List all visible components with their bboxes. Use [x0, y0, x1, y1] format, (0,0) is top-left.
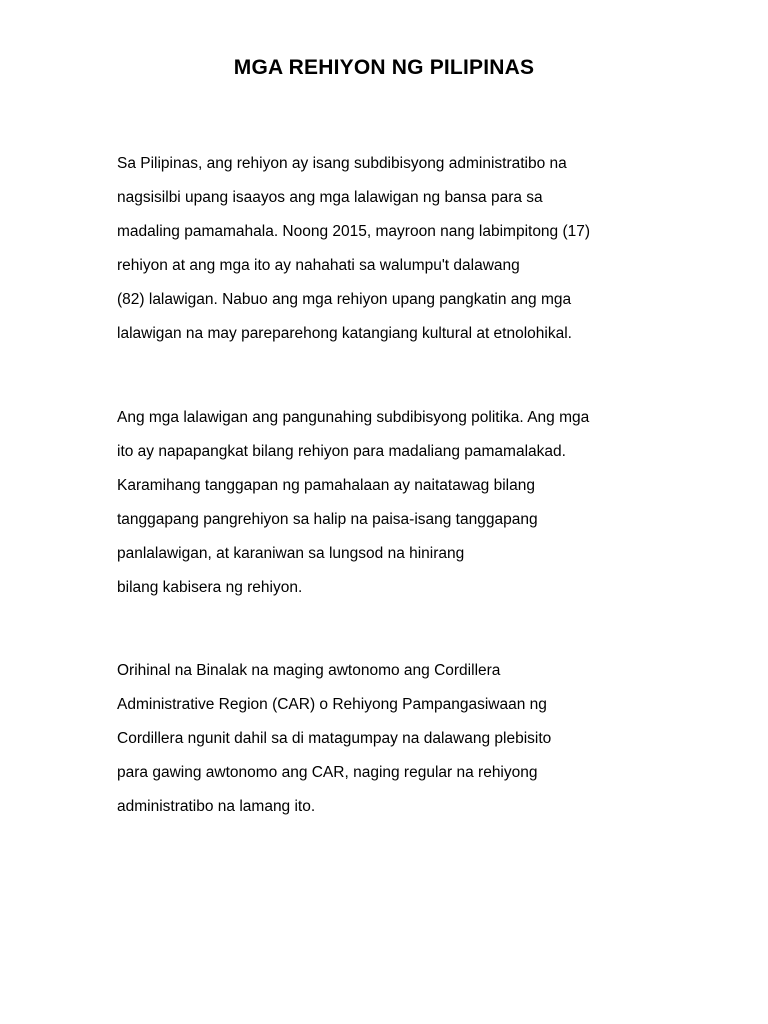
paragraph-regions-intro: [117, 147, 677, 351]
paragraph-line: Orihinal na Binalak na maging awtonomo ang Cordillera: [117, 662, 501, 679]
paragraph-line: ito ay napapangkat bilang rehiyon para madaliang pamamalakad.: [117, 443, 566, 460]
paragraph-line: administratibo na lamang ito.: [117, 798, 316, 815]
paragraph-cordillera: [117, 654, 677, 824]
paragraph-line: para gawing awtonomo ang CAR, naging regular na rehiyong: [117, 764, 538, 781]
paragraph-line: Karamihang tanggapan ng pamahalaan ay naitatawag bilang: [117, 477, 535, 494]
paragraph-line: rehiyon at ang mga ito ay nahahati sa walumpu't dalawang: [117, 257, 520, 274]
document-title: MGA REHIYON NG PILIPINAS: [233, 56, 535, 79]
paragraph-line: Ang mga lalawigan ang pangunahing subdibisyong politika. Ang mga: [117, 409, 590, 426]
paragraph-line: tanggapang pangrehiyon sa halip na paisa-isang tanggapang: [117, 511, 538, 528]
paragraph-line: (82) lalawigan. Nabuo ang mga rehiyon upang pangkatin ang mga: [117, 291, 572, 308]
paragraph-line: madaling pamamahala. Noong 2015, mayroon nang labimpitong (17): [117, 223, 591, 240]
paragraph-line: Sa Pilipinas, ang rehiyon ay isang subdibisyong administratibo na: [117, 155, 567, 172]
paragraph-line: Administrative Region (CAR) o Rehiyong Pampangasiwaan ng: [117, 696, 547, 713]
paragraph-provinces: [117, 401, 677, 605]
paragraph-line: Cordillera ngunit dahil sa di matagumpay na dalawang plebisito: [117, 730, 552, 747]
paragraph-line: panlalawigan, at karaniwan sa lungsod na hinirang: [117, 545, 465, 562]
paragraph-line: nagsisilbi upang isaayos ang mga lalawigan ng bansa para sa: [117, 189, 543, 206]
paragraph-line: bilang kabisera ng rehiyon.: [117, 579, 303, 596]
paragraph-line: lalawigan na may pareparehong katangiang kultural at etnolohikal.: [117, 325, 572, 342]
